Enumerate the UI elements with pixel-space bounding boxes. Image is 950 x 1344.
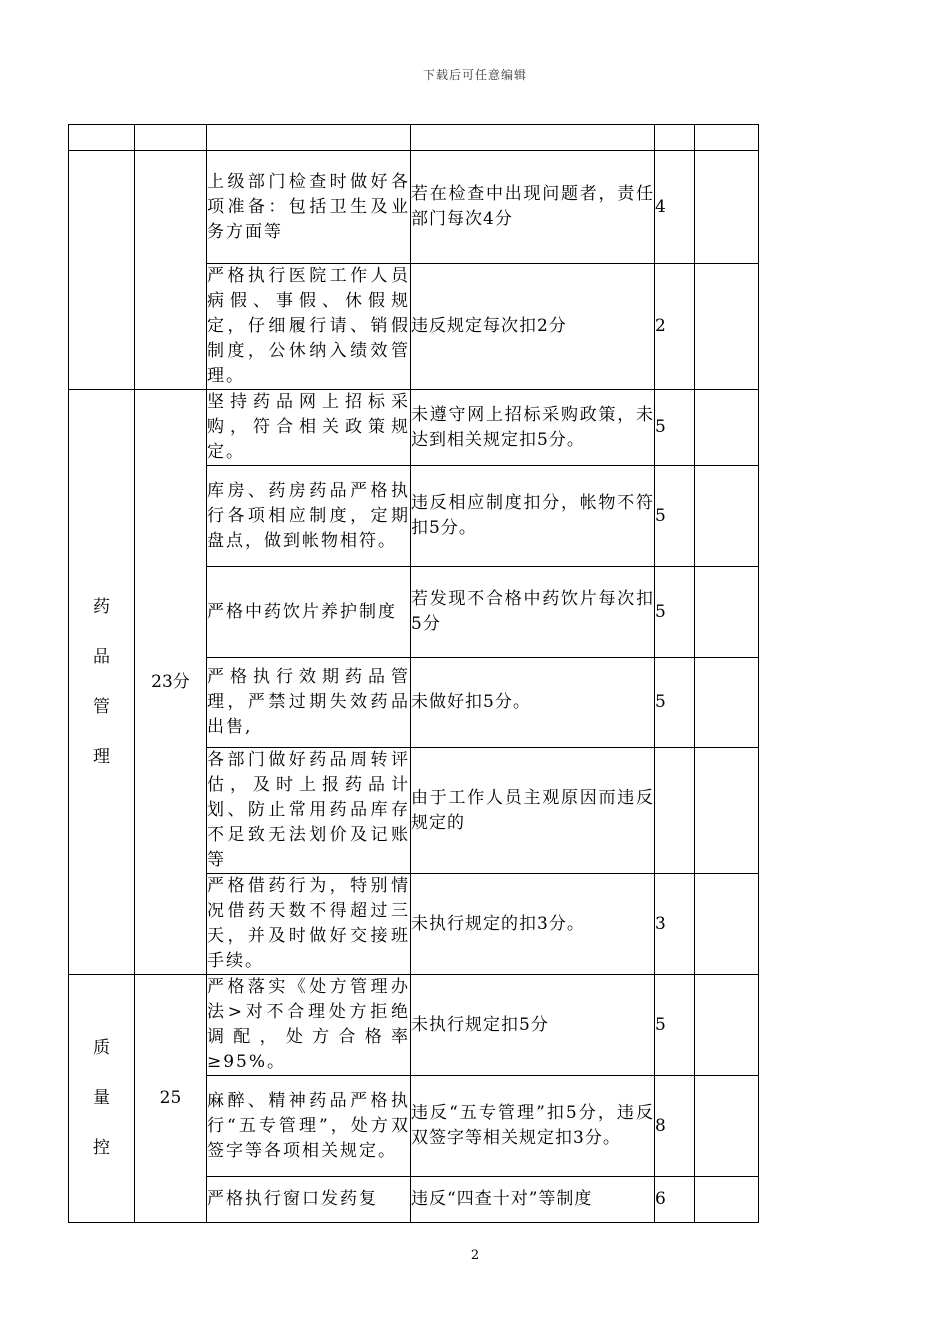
rule-cell: 由于工作人员主观原因而违反规定的 <box>411 748 655 874</box>
empty-cell <box>411 125 655 151</box>
points-cell: 5 <box>655 466 695 567</box>
category-cell <box>69 151 135 390</box>
note-cell <box>695 975 759 1076</box>
empty-cell <box>207 125 411 151</box>
requirement-cell: 严格执行窗口发药复 <box>207 1177 411 1223</box>
rule-cell: 违反“五专管理”扣5分，违反双签字等相关规定扣3分。 <box>411 1076 655 1177</box>
note-cell <box>695 567 759 658</box>
requirement-cell: 严格借药行为，特别情况借药天数不得超过三天，并及时做好交接班手续。 <box>207 874 411 975</box>
note-cell <box>695 151 759 264</box>
note-cell <box>695 748 759 874</box>
requirement-cell: 各部门做好药品周转评估，及时上报药品计划、防止常用药品库存不足致无法划价及记账等 <box>207 748 411 874</box>
rule-cell: 若发现不合格中药饮片每次扣5分 <box>411 567 655 658</box>
rule-cell: 若在检查中出现问题者，责任部门每次4分 <box>411 151 655 264</box>
category-char: 管 <box>93 696 110 717</box>
empty-cell <box>695 125 759 151</box>
category-quality-control <box>69 975 135 1223</box>
score-cell <box>135 151 207 390</box>
requirement-cell: 严格执行医院工作人员病假、事假、休假规定，仔细履行请、销假制度，公休纳入绩效管理。 <box>207 264 411 390</box>
assessment-table <box>68 124 759 1223</box>
requirement-cell: 库房、药房药品严格执行各项相应制度，定期盘点，做到帐物相符。 <box>207 466 411 567</box>
points-cell: 4 <box>655 151 695 264</box>
category-drug-management <box>69 390 135 975</box>
note-cell <box>695 874 759 975</box>
empty-cell <box>655 125 695 151</box>
note-cell <box>695 1076 759 1177</box>
table-row <box>69 390 759 466</box>
note-cell <box>695 264 759 390</box>
group-score: 23分 <box>135 390 207 975</box>
rule-cell: 违反相应制度扣分，帐物不符扣5分。 <box>411 466 655 567</box>
category-char: 理 <box>93 746 110 767</box>
points-cell: 8 <box>655 1076 695 1177</box>
table-row <box>69 125 759 151</box>
points-cell: 5 <box>655 975 695 1076</box>
rule-cell: 违反规定每次扣2分 <box>411 264 655 390</box>
category-char: 量 <box>93 1088 110 1108</box>
requirement-cell: 严格执行效期药品管理，严禁过期失效药品出售, <box>207 658 411 748</box>
requirement-cell: 坚持药品网上招标采购，符合相关政策规定。 <box>207 390 411 466</box>
requirement-cell: 上级部门检查时做好各项准备：包括卫生及业务方面等 <box>207 151 411 264</box>
note-cell <box>695 466 759 567</box>
requirement-cell: 麻醉、精神药品严格执行“五专管理”，处方双签字等各项相关规定。 <box>207 1076 411 1177</box>
header-note: 下载后可任意编辑 <box>422 68 527 82</box>
category-char: 控 <box>93 1138 110 1158</box>
rule-cell: 未执行规定扣5分 <box>411 975 655 1076</box>
points-cell: 3 <box>655 874 695 975</box>
table-row <box>69 975 759 1076</box>
requirement-cell: 严格落实《处方管理办法>对不合理处方拒绝调配，处方合格率≥95%。 <box>207 975 411 1076</box>
table-row <box>69 151 759 264</box>
rule-cell: 未遵守网上招标采购政策，未达到相关规定扣5分。 <box>411 390 655 466</box>
empty-cell <box>69 125 135 151</box>
note-cell <box>695 390 759 466</box>
points-cell: 6 <box>655 1177 695 1223</box>
points-cell: 5 <box>655 658 695 748</box>
points-cell: 2 <box>655 264 695 390</box>
rule-cell: 违反“四查十对”等制度 <box>411 1177 655 1223</box>
rule-cell: 未执行规定的扣3分。 <box>411 874 655 975</box>
category-char: 品 <box>93 646 110 667</box>
rule-cell: 未做好扣5分。 <box>411 658 655 748</box>
group-score: 25 <box>135 975 207 1223</box>
category-char: 质 <box>93 1038 110 1058</box>
empty-cell <box>135 125 207 151</box>
category-char: 药 <box>93 596 110 617</box>
page-number: 2 <box>470 1248 480 1263</box>
note-cell <box>695 658 759 748</box>
points-cell: 5 <box>655 390 695 466</box>
points-cell <box>655 748 695 874</box>
requirement-cell: 严格中药饮片养护制度 <box>207 567 411 658</box>
note-cell <box>695 1177 759 1223</box>
points-cell: 5 <box>655 567 695 658</box>
